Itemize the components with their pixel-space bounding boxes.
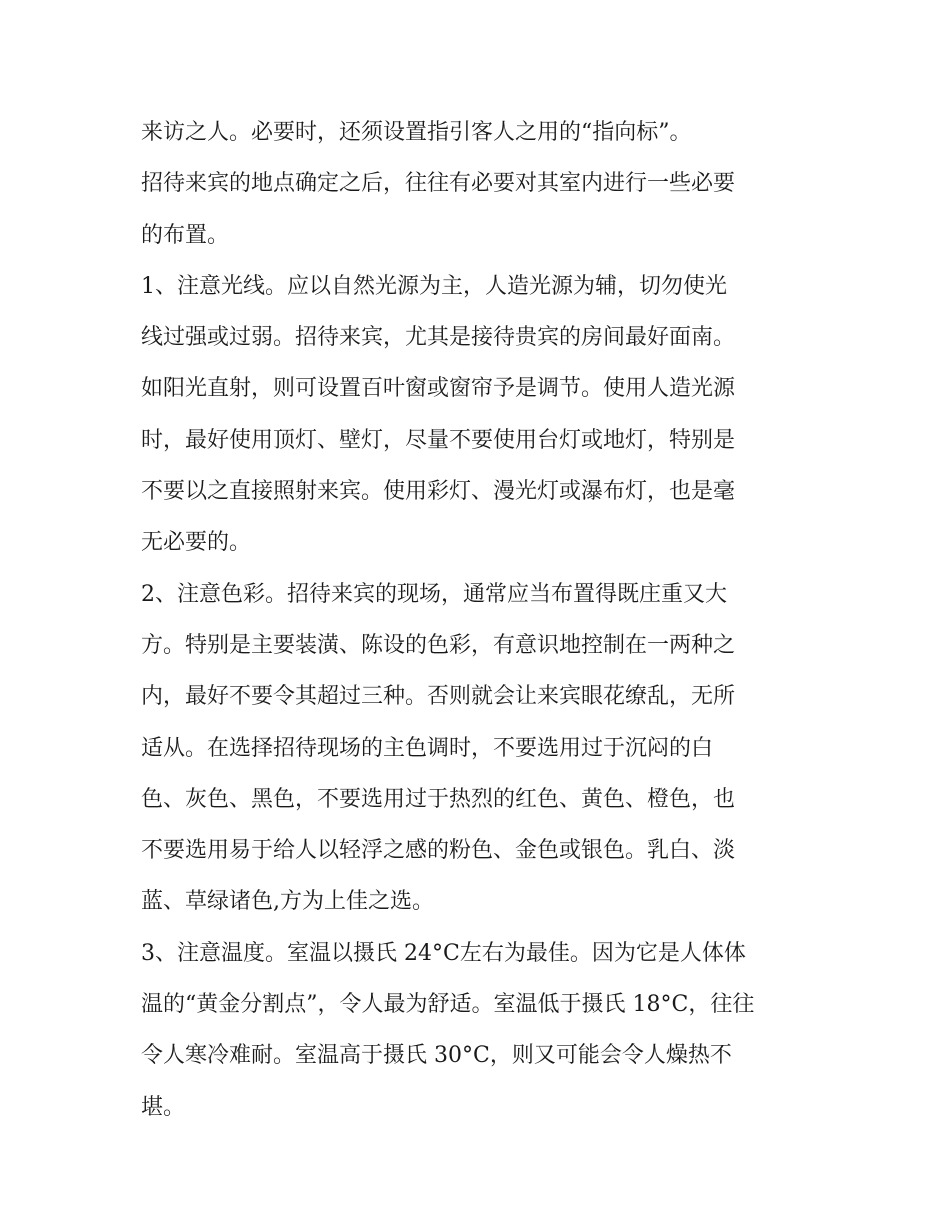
text-line: 色、灰色、黑色，不要选用过于热烈的红色、黄色、橙色，也 [141,786,736,812]
text-line: 方。特别是主要装潢、陈设的色彩，有意识地控制在一两种之 [141,632,736,658]
text-line: 如阳光直射，则可设置百叶窗或窗帘予是调节。使用人造光源 [141,376,736,402]
text-line: 堪。 [141,1094,186,1120]
text-line: 适从。在选择招待现场的主色调时，不要选用过于沉闷的白 [141,735,714,761]
text-line: 不要以之直接照射来宾。使用彩灯、漫光灯或瀑布灯，也是毫 [141,479,736,505]
text-line: 时，最好使用顶灯、壁灯，尽量不要使用台灯或地灯，特别是 [141,427,736,453]
text-line: 2、注意色彩。招待来宾的现场，通常应当布置得既庄重又大 [141,581,727,607]
text-line: 招待来宾的地点确定之后，往往有必要对其室内进行一些必要 [141,171,736,197]
body-text [141,107,813,1133]
text-line: 温的“黄金分割点”，令人最为舒适。室温低于摄氏 18°C，往往 [141,992,755,1018]
text-line: 不要选用易于给人以轻浮之感的粉色、金色或银色。乳白、淡 [141,838,736,864]
text-line: 的布置。 [141,222,230,248]
text-line: 令人寒冷难耐。室温高于摄氏 30°C，则又可能会令人燥热不 [141,1043,732,1069]
text-line: 内，最好不要令其超过三种。否则就会让来宾眼花缭乱，无所 [141,684,736,710]
text-line: 线过强或过弱。招待来宾，尤其是接待贵宾的房间最好面南。 [141,325,736,351]
text-line: 蓝、草绿诸色,方为上佳之选。 [141,889,434,915]
text-line: 来访之人。必要时，还须设置指引客人之用的“指向标”。 [141,120,692,145]
text-line: 1、注意光线。应以自然光源为主，人造光源为辅，切勿使光 [141,273,727,299]
text-line: 无必要的。 [141,530,252,556]
text-line: 3、注意温度。室温以摄氏 24°C左右为最佳。因为它是人体体 [141,940,746,966]
